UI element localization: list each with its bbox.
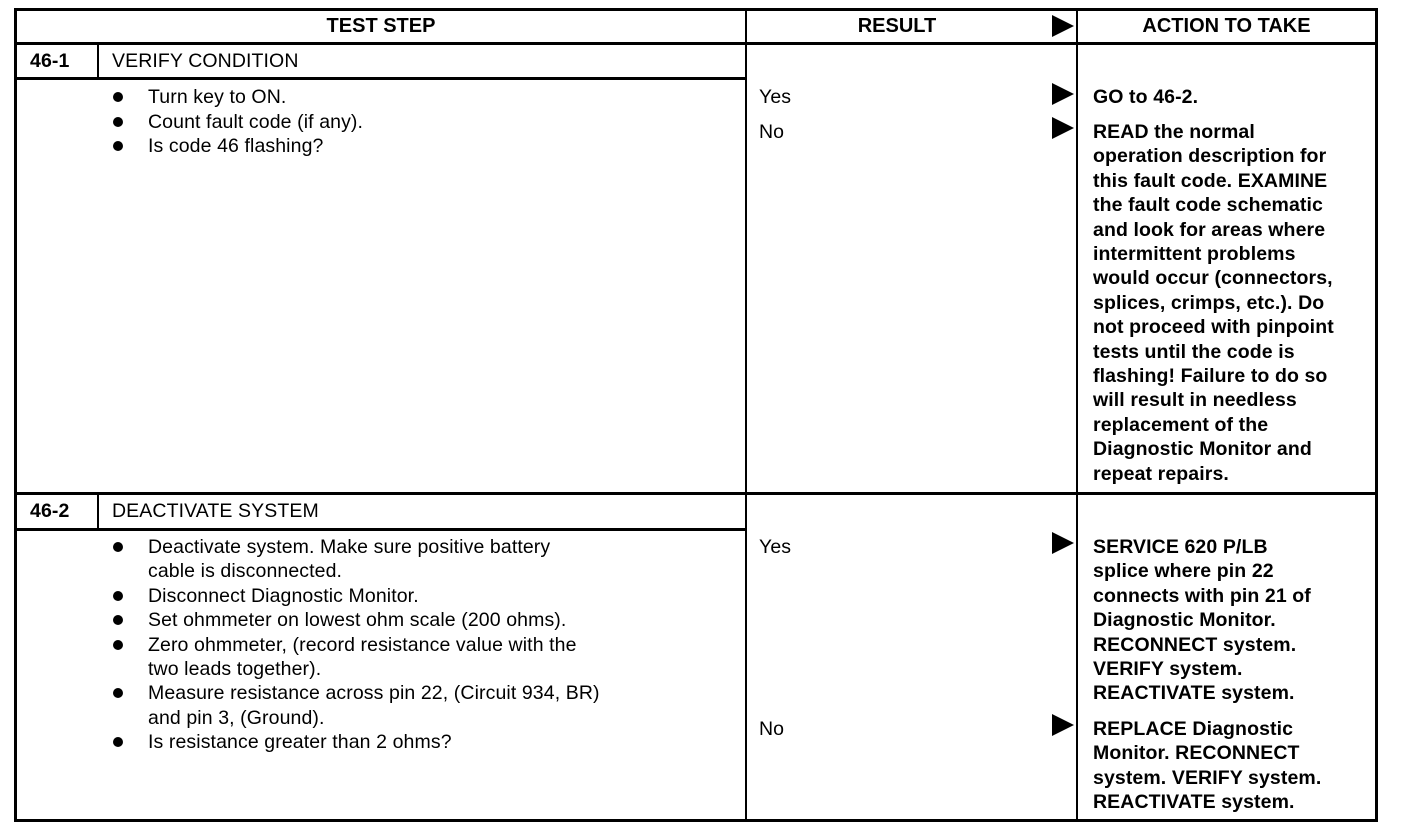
step-2-bullet-line: Deactivate system. Make sure positive battery xyxy=(148,536,551,558)
step-2-bullet-line: Set ohmmeter on lowest ohm scale (200 ohms). xyxy=(148,609,567,632)
step-2-result-no: No xyxy=(759,718,785,740)
header-rule xyxy=(14,42,1378,45)
action-line: tests until the code is xyxy=(1093,340,1295,363)
action-line: operation description for xyxy=(1093,145,1327,168)
action-line: splice where pin 22 xyxy=(1093,560,1274,583)
step-2-bullet-line: Is resistance greater than 2 ohms? xyxy=(148,731,452,754)
action-line: this fault code. EXAMINE xyxy=(1093,169,1328,192)
step-2-bullet-line: Disconnect Diagnostic Monitor. xyxy=(148,584,419,607)
action-line: REACTIVATE system. xyxy=(1093,682,1295,705)
action-step-ref: 46-2 xyxy=(1153,86,1193,108)
action-line: Diagnostic Monitor. xyxy=(1093,609,1276,632)
divider-result-action xyxy=(1076,8,1078,822)
step-2-bullet-line: cable is disconnected. xyxy=(148,560,343,583)
table-border-bottom xyxy=(14,819,1378,822)
bullet-icon xyxy=(113,542,123,552)
action-line: repeat repairs. xyxy=(1093,462,1229,485)
action-line: SERVICE 620 P/LB xyxy=(1093,536,1268,558)
step-1-result-no: No xyxy=(759,121,785,143)
action-line: and look for areas where xyxy=(1093,218,1326,241)
bullet-icon xyxy=(113,92,123,102)
step-1-action-yes xyxy=(1093,85,1198,109)
result-arrow-icon xyxy=(1052,714,1074,736)
action-line: READ the normal xyxy=(1093,121,1255,143)
bullet-icon xyxy=(113,615,123,625)
bullet-icon xyxy=(113,640,123,650)
action-line: would occur (connectors, xyxy=(1093,267,1333,290)
step-2-number-divider xyxy=(97,492,99,530)
step-1-bullet: Is code 46 flashing? xyxy=(148,135,324,157)
result-arrow-icon xyxy=(1052,83,1074,105)
step-1-result-yes: Yes xyxy=(759,86,792,108)
action-line: connects with pin 21 of xyxy=(1093,584,1311,607)
step-2-bullet-line: Measure resistance across pin 22, (Circuit 934, BR) xyxy=(148,682,600,705)
result-arrow-icon xyxy=(1052,532,1074,554)
bullet-icon xyxy=(113,117,123,127)
action-line: replacement of the xyxy=(1093,413,1269,436)
table-border-left xyxy=(14,8,17,822)
header-result: RESULT xyxy=(857,15,937,37)
action-line: the fault code schematic xyxy=(1093,194,1323,217)
step-2-result-yes: Yes xyxy=(759,536,792,558)
action-line: VERIFY system. xyxy=(1093,658,1243,680)
action-line: intermittent problems xyxy=(1093,243,1296,265)
action-line: will result in needless xyxy=(1093,389,1297,412)
step-2-bullet-line: two leads together). xyxy=(148,658,322,680)
step-2-bullet-line: Zero ohmmeter, (record resistance value with the xyxy=(148,633,577,656)
divider-step-result xyxy=(745,8,747,822)
header-action: ACTION TO TAKE xyxy=(1142,15,1311,37)
bullet-icon xyxy=(113,591,123,601)
result-arrow-icon xyxy=(1052,117,1074,139)
step-2-title-rule xyxy=(14,528,747,531)
table-border-right xyxy=(1375,8,1378,822)
step-1-bullet: Turn key to ON. xyxy=(148,86,287,108)
action-line: flashing! Failure to do so xyxy=(1093,365,1328,387)
step-2-number: 46-2 xyxy=(30,500,70,522)
action-prefix: GO to xyxy=(1093,86,1154,108)
action-line: system. VERIFY system. xyxy=(1093,766,1322,789)
action-line: REACTIVATE system. xyxy=(1093,791,1295,814)
action-line: Diagnostic Monitor and xyxy=(1093,438,1312,461)
action-line: RECONNECT system. xyxy=(1093,633,1297,656)
bullet-icon xyxy=(113,141,123,151)
action-line: not proceed with pinpoint xyxy=(1093,316,1334,339)
step-2-bullet-line: and pin 3, (Ground). xyxy=(148,706,325,729)
action-suffix: . xyxy=(1192,86,1199,108)
header-test-step: TEST STEP xyxy=(326,15,436,37)
action-line: Monitor. RECONNECT xyxy=(1093,742,1300,765)
bullet-icon xyxy=(113,737,123,747)
step-1-title-rule xyxy=(14,77,747,80)
step-1-bullet: Count fault code (if any). xyxy=(148,111,364,133)
action-line: splices, crimps, etc.). Do xyxy=(1093,291,1325,314)
bullet-icon xyxy=(113,688,123,698)
row-separator xyxy=(14,492,1378,495)
step-1-number: 46-1 xyxy=(30,50,70,72)
action-line: REPLACE Diagnostic xyxy=(1093,718,1294,740)
step-1-number-divider xyxy=(97,42,99,79)
step-2-title: DEACTIVATE SYSTEM xyxy=(112,500,319,522)
step-1-title: VERIFY CONDITION xyxy=(112,50,299,72)
header-arrow-icon xyxy=(1052,15,1074,37)
